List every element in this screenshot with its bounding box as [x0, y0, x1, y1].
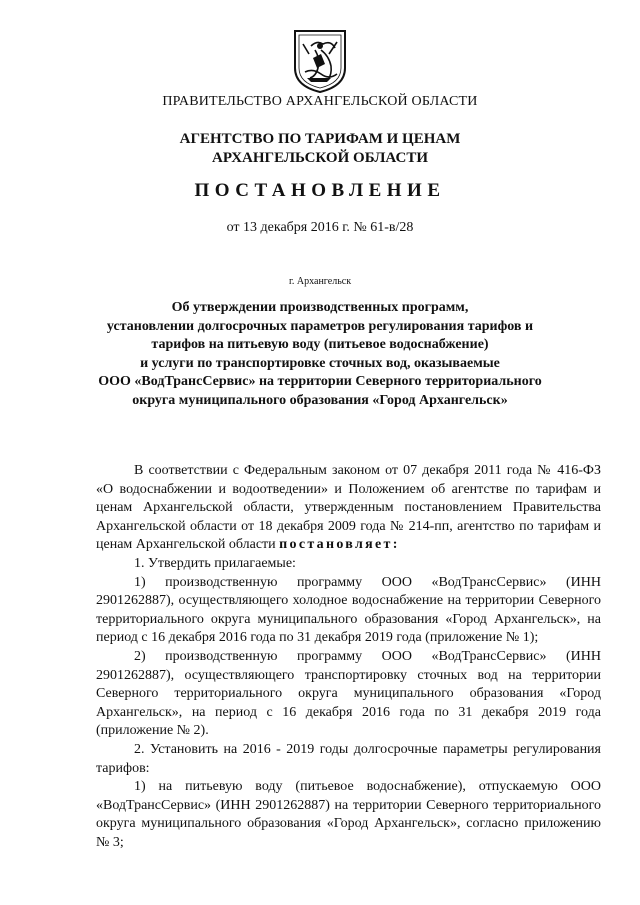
title-line: ООО «ВодТрансСервис» на территории Северного территориального	[98, 374, 542, 390]
clause-1: 1. Утвердить прилагаемые:	[134, 555, 296, 571]
agency-line: АГЕНТСТВО ПО ТАРИФАМ И ЦЕНАМ	[179, 131, 461, 147]
agency-line: АРХАНГЕЛЬСКОЙ ОБЛАСТИ	[212, 150, 428, 166]
clause-2-1: 1) на питьевую воду (питьевое водоснабжение), отпускаемую ООО «ВодТрансСервис» (ИНН 2901262887) на территории Северного территориального округа муниципального образования «Город Архангельск», согласно приложению № 3;	[96, 779, 601, 850]
clause-2: 2. Установить на 2016 - 2019 годы долгосрочные параметры регулирования тарифов:	[96, 741, 601, 776]
clause-1-2: 2) производственную программу ООО «ВодТрансСервис» (ИНН 2901262887), осуществляющего транспортировку сточных вод на территории Северного территориального округа муниципального образования «Город Архангельск», на период с 16 декабря 2016 года по 31 декабря 2019 года (приложение № 2).	[96, 648, 601, 739]
title-line: Об утверждении производственных программ,	[171, 300, 469, 315]
coat-of-arms-icon	[291, 28, 349, 94]
preamble-text: В соответствии с Федеральным законом от 07 декабря 2011 года № 416-ФЗ «О водоснабжении и водоотведении» и Положением об агентстве по тарифам и ценам Архангельской области, утвержденным постановлением Правительства Архангельской области от 18 декабря 2009 года № 214-пп, агентство по тарифам и ценам Архангельской области	[96, 463, 601, 553]
title-line: установлении долгосрочных параметров регулирования тарифов и	[106, 318, 534, 334]
document-body	[96, 462, 601, 852]
document-title	[0, 299, 640, 411]
document-type: ПОСТАНОВЛЕНИЕ	[194, 180, 446, 201]
clause-1-1: 1) производственную программу ООО «ВодТрансСервис» (ИНН 2901262887), осуществляющего холодное водоснабжение на территории Северного территориального округа муниципального образования «Город Архангельск», на период с 16 декабря 2016 года по 31 декабря 2019 года (приложение № 1);	[96, 574, 601, 646]
decides-word: постановляет:	[279, 537, 400, 553]
city: г. Архангельск	[288, 276, 352, 287]
title-line: округа муниципального образования «Город Архангельск»	[132, 392, 508, 408]
title-line: тарифов на питьевую воду (питьевое водоснабжение)	[151, 337, 489, 353]
title-line: и услуги по транспортировке сточных вод, оказываемые	[140, 355, 500, 371]
preamble-paragraph	[96, 462, 601, 555]
government-name: ПРАВИТЕЛЬСТВО АРХАНГЕЛЬСКОЙ ОБЛАСТИ	[162, 94, 478, 109]
agency-name	[0, 130, 640, 168]
document-date-number: от 13 декабря 2016 г. № 61-в/28	[226, 220, 414, 235]
